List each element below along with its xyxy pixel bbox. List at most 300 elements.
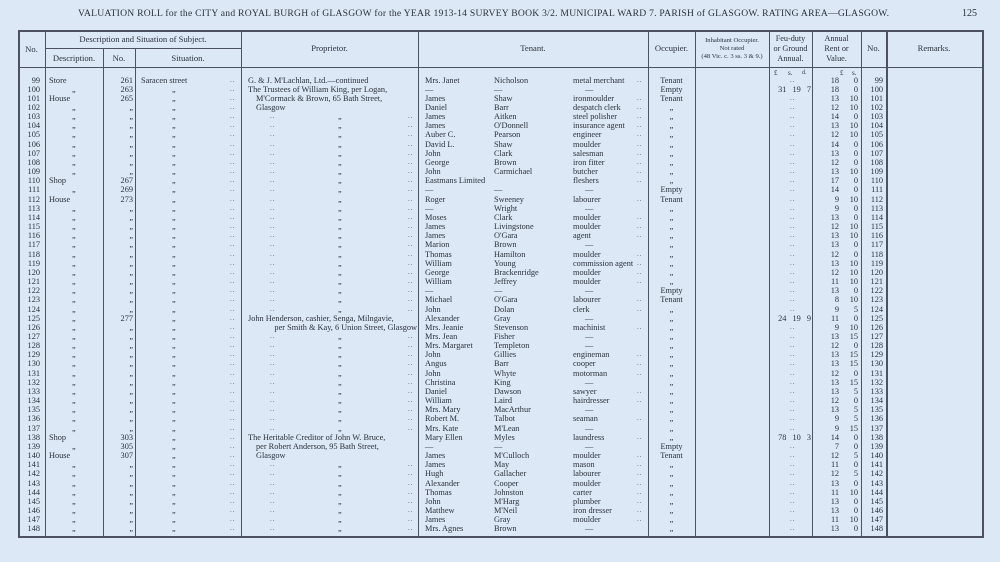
- tenant-occupation: carter: [573, 487, 592, 497]
- tenant-surname: Brown: [494, 157, 517, 167]
- feu-duty: ..: [790, 506, 796, 515]
- table-row: [0, 259, 1000, 268]
- tenant-surname: M'Neil: [494, 506, 518, 516]
- tenant-first-name: George: [425, 267, 450, 277]
- row-number: 118: [27, 249, 40, 259]
- situation-dots: ..: [230, 240, 236, 249]
- tenant-surname: Gray: [494, 313, 511, 323]
- proprietor-dots: ..: [408, 185, 414, 194]
- tenant-first-name: John: [425, 350, 441, 360]
- tenant-first-name: James: [425, 121, 446, 131]
- feu-duty: ..: [790, 451, 796, 460]
- table-row: [0, 94, 1000, 103]
- situation-dots: ..: [230, 222, 236, 231]
- row-number: 129: [27, 350, 40, 360]
- header-line: Annual: [824, 34, 849, 43]
- occupier: „: [669, 102, 674, 112]
- occupier: „: [669, 524, 674, 534]
- feu-duty: ..: [790, 167, 796, 176]
- row-number-right: 144: [870, 487, 883, 497]
- house-number: „: [129, 487, 133, 497]
- description: „: [72, 414, 76, 424]
- situation-dots: ..: [230, 304, 236, 313]
- rent-pounds: 13: [830, 386, 839, 396]
- row-number: 136: [27, 414, 40, 424]
- proprietor-dots: ..: [408, 139, 414, 148]
- proprietor-dots: ..: [408, 368, 414, 377]
- rent-shillings: 0: [853, 524, 858, 534]
- house-number: „: [129, 167, 133, 177]
- tenant-first-name: James: [425, 460, 446, 470]
- description: „: [72, 506, 76, 516]
- occupier: Empty: [660, 286, 683, 296]
- tenant-occupation: insurance agent: [573, 121, 625, 131]
- situation-dots: ..: [230, 515, 236, 524]
- rent-pounds: 11: [831, 277, 839, 287]
- feu-unit-shillings: s.: [788, 69, 793, 77]
- tenant-first-name: Mrs. Agnes: [425, 524, 464, 534]
- description: „: [72, 377, 76, 387]
- row-number-right: 102: [870, 102, 883, 112]
- tenant-occupation: laundress: [573, 432, 605, 442]
- occupation-dots: ..: [637, 295, 643, 304]
- rent-pounds: 17: [830, 176, 839, 186]
- description: „: [72, 121, 76, 131]
- house-number: „: [129, 350, 133, 360]
- house-number: „: [129, 203, 133, 213]
- feu-duty: ..: [790, 460, 796, 469]
- row-number-right: 112: [870, 194, 883, 204]
- header-line: or Ground: [773, 44, 808, 53]
- tenant-occupation: moulder: [573, 451, 601, 461]
- proprietor-dots: ..: [270, 121, 276, 130]
- row-number-right: 111: [871, 185, 883, 195]
- rent-shillings: 0: [853, 240, 858, 250]
- tenant-occupation: —: [585, 286, 594, 296]
- house-number: 273: [120, 194, 133, 204]
- rent-pounds: 9: [834, 203, 839, 213]
- proprietor: The Heritable Creditor of John W. Bruce,: [248, 432, 386, 442]
- occupation-dots: ..: [637, 258, 643, 267]
- situation: „: [172, 185, 176, 195]
- row-number: 113: [27, 203, 40, 213]
- feu-duty: ..: [790, 524, 796, 533]
- header-description: Description.: [52, 53, 96, 63]
- table-row: [0, 185, 1000, 194]
- rent-pounds: 12: [830, 249, 839, 259]
- situation-dots: ..: [230, 432, 236, 441]
- rent-shillings: 0: [853, 139, 858, 149]
- row-number: 128: [27, 341, 40, 351]
- proprietor-dots: ..: [270, 222, 276, 231]
- description: „: [72, 331, 76, 341]
- house-number: „: [129, 102, 133, 112]
- rent-shillings: 10: [849, 277, 858, 287]
- row-number: 144: [27, 487, 40, 497]
- tenant-surname: MacArthur: [494, 405, 531, 415]
- occupation-dots: ..: [637, 432, 643, 441]
- situation: „: [172, 350, 176, 360]
- house-number: „: [129, 341, 133, 351]
- proprietor-dots: ..: [270, 130, 276, 139]
- tenant-occupation: sawyer: [573, 386, 597, 396]
- table-row: [0, 222, 1000, 231]
- table-row: [0, 414, 1000, 423]
- situation: „: [172, 515, 176, 525]
- occupier: Tenant: [660, 93, 683, 103]
- row-number-right: 141: [870, 460, 883, 470]
- rent-shillings: 5: [853, 469, 858, 479]
- situation-dots: ..: [230, 350, 236, 359]
- occupation-dots: ..: [637, 414, 643, 423]
- occupation-dots: ..: [637, 267, 643, 276]
- feu-duty: ..: [790, 176, 796, 185]
- occupation-dots: ..: [637, 451, 643, 460]
- feu-duty: ..: [790, 405, 796, 414]
- situation-dots: ..: [230, 212, 236, 221]
- row-number: 137: [27, 423, 40, 433]
- tenant-occupation: —: [585, 441, 594, 451]
- rent-pounds: 12: [830, 396, 839, 406]
- row-number-right: 126: [870, 322, 883, 332]
- rent-shillings: 10: [849, 231, 858, 241]
- occupation-dots: ..: [637, 176, 643, 185]
- occupation-dots: ..: [637, 350, 643, 359]
- tenant-first-name: Auber C.: [425, 130, 456, 140]
- table-row: [0, 130, 1000, 139]
- feu-duty: ..: [790, 322, 796, 331]
- feu-duty: ..: [790, 258, 796, 267]
- tenant-surname: Shaw: [494, 93, 513, 103]
- situation: „: [172, 423, 176, 433]
- table-row: [0, 332, 1000, 341]
- proprietor: The Trustees of William King, per Logan,: [248, 84, 388, 94]
- rent-pounds: 13: [830, 212, 839, 222]
- table-row: [0, 158, 1000, 167]
- rent-shillings: 15: [849, 423, 858, 433]
- tenant-occupation: labourer: [573, 295, 601, 305]
- tenant-occupation: —: [585, 405, 594, 415]
- description: House: [49, 451, 71, 461]
- occupier: „: [669, 405, 674, 415]
- table-row: [0, 424, 1000, 433]
- row-number: 142: [27, 469, 40, 479]
- tenant-surname: —: [494, 84, 503, 94]
- situation-dots: ..: [230, 322, 236, 331]
- proprietor-dots: ..: [270, 112, 276, 121]
- proprietor-dots: ..: [270, 231, 276, 240]
- rent-pounds: 13: [830, 121, 839, 131]
- table-row: [0, 76, 1000, 85]
- feu-duty: ..: [790, 368, 796, 377]
- proprietor-ditto: „: [338, 524, 342, 534]
- occupation-dots: ..: [637, 130, 643, 139]
- occupier: „: [669, 460, 674, 470]
- tenant-first-name: John: [425, 496, 441, 506]
- tenant-occupation: —: [585, 331, 594, 341]
- tenant-surname: Wright: [494, 203, 518, 213]
- situation: „: [172, 295, 176, 305]
- proprietor-ditto: „: [338, 130, 342, 140]
- proprietor-ditto: „: [338, 304, 342, 314]
- row-number-right: 122: [870, 286, 883, 296]
- tenant-occupation: plumber: [573, 496, 601, 506]
- tenant-occupation: engineer: [573, 130, 602, 140]
- description: „: [72, 350, 76, 360]
- tenant-surname: Barr: [494, 102, 509, 112]
- situation-dots: ..: [230, 423, 236, 432]
- tenant-first-name: Thomas: [425, 487, 452, 497]
- tenant-first-name: John: [425, 148, 441, 158]
- rent-shillings: 10: [849, 222, 858, 232]
- description: „: [72, 84, 76, 94]
- occupation-dots: ..: [637, 496, 643, 505]
- row-number-right: 146: [870, 506, 883, 516]
- table-row: [0, 286, 1000, 295]
- rent-shillings: 0: [853, 441, 858, 451]
- description: House: [49, 93, 71, 103]
- proprietor-ditto: „: [338, 423, 342, 433]
- house-number: „: [129, 515, 133, 525]
- header-description-group: Description and Situation of Subject.: [79, 34, 207, 44]
- situation-dots: ..: [230, 194, 236, 203]
- row-number-right: 142: [870, 469, 883, 479]
- tenant-occupation: steel polisher: [573, 112, 618, 122]
- tenant-first-name: —: [425, 185, 434, 195]
- rent-pounds: 12: [830, 222, 839, 232]
- row-number: 111: [28, 185, 40, 195]
- proprietor: G. & J. M'Lachlan, Ltd.—continued: [248, 75, 369, 85]
- situation: „: [172, 157, 176, 167]
- situation-dots: ..: [230, 506, 236, 515]
- proprietor-dots: ..: [408, 112, 414, 121]
- house-number: 261: [120, 75, 133, 85]
- rent-shillings: 0: [853, 286, 858, 296]
- house-number: „: [129, 524, 133, 534]
- proprietor-dots: ..: [408, 469, 414, 478]
- proprietor-dots: ..: [408, 240, 414, 249]
- proprietor-dots: ..: [408, 249, 414, 258]
- tenant-surname: Carmichael: [494, 167, 533, 177]
- tenant-occupation: iron dresser: [573, 506, 612, 516]
- rent-shillings: 0: [853, 368, 858, 378]
- tenant-surname: Brown: [494, 240, 517, 250]
- rent-pounds: 13: [830, 359, 839, 369]
- tenant-first-name: Robert M.: [425, 414, 460, 424]
- proprietor-dots: ..: [408, 341, 414, 350]
- tenant-surname: Myles: [494, 432, 515, 442]
- feu-duty: ..: [790, 194, 796, 203]
- occupation-dots: ..: [637, 515, 643, 524]
- feu-duty: ..: [790, 121, 796, 130]
- situation: „: [172, 176, 176, 186]
- row-number: 139: [27, 441, 40, 451]
- occupier: „: [669, 304, 674, 314]
- occupation-dots: ..: [637, 487, 643, 496]
- situation: „: [172, 258, 176, 268]
- rent-unit-shillings: s.: [852, 69, 857, 77]
- proprietor-ditto: „: [338, 405, 342, 415]
- row-number-right: 147: [870, 515, 883, 525]
- occupation-dots: ..: [637, 148, 643, 157]
- header-inhabitant-occupier: [695, 37, 769, 61]
- feu-duty: 78 10 3: [778, 432, 811, 442]
- situation: „: [172, 377, 176, 387]
- rent-pounds: 9: [834, 304, 839, 314]
- rent-shillings: 10: [849, 121, 858, 131]
- description: „: [72, 222, 76, 232]
- house-number: „: [129, 130, 133, 140]
- table-row: [0, 195, 1000, 204]
- situation-dots: ..: [230, 84, 236, 93]
- tenant-surname: Templeton: [494, 341, 530, 351]
- proprietor-ditto: „: [338, 515, 342, 525]
- occupier: „: [669, 368, 674, 378]
- row-number-right: 135: [870, 405, 883, 415]
- description: „: [72, 185, 76, 195]
- table-row: [0, 277, 1000, 286]
- proprietor-ditto: „: [338, 277, 342, 287]
- header-annual-rent: [812, 34, 861, 64]
- occupier: „: [669, 249, 674, 259]
- description: „: [72, 249, 76, 259]
- tenant-surname: O'Gara: [494, 295, 518, 305]
- feu-duty: 31 19 7: [778, 84, 811, 94]
- tenant-first-name: William: [425, 277, 452, 287]
- rent-shillings: 0: [853, 212, 858, 222]
- proprietor-ditto: „: [338, 148, 342, 158]
- occupier: „: [669, 515, 674, 525]
- situation-dots: ..: [230, 359, 236, 368]
- tenant-occupation: commission agent: [573, 258, 634, 268]
- proprietor-dots: ..: [270, 350, 276, 359]
- row-number: 115: [27, 222, 40, 232]
- proprietor: per Smith & Kay, 6 Union Street, Glasgow: [274, 322, 417, 332]
- occupier: „: [669, 313, 674, 323]
- table-row: [0, 213, 1000, 222]
- tenant-occupation: —: [585, 341, 594, 351]
- occupier: „: [669, 496, 674, 506]
- house-number: 277: [120, 313, 133, 323]
- proprietor-ditto: „: [338, 359, 342, 369]
- row-number: 120: [27, 267, 40, 277]
- proprietor-dots: ..: [408, 405, 414, 414]
- feu-duty: ..: [790, 377, 796, 386]
- tenant-surname: Gray: [494, 515, 511, 525]
- feu-duty: ..: [790, 414, 796, 423]
- tenant-occupation: hairdresser: [573, 396, 610, 406]
- row-number: 122: [27, 286, 40, 296]
- row-number-right: 101: [870, 93, 883, 103]
- rent-shillings: 10: [849, 322, 858, 332]
- row-number: 106: [27, 139, 40, 149]
- occupation-dots: ..: [637, 460, 643, 469]
- proprietor-ditto: „: [338, 469, 342, 479]
- feu-duty: 24 19 9: [778, 313, 811, 323]
- row-number: 132: [27, 377, 40, 387]
- occupier: „: [669, 203, 674, 213]
- rent-unit-pounds: £: [840, 69, 844, 77]
- proprietor-dots: ..: [270, 386, 276, 395]
- divider: [18, 67, 983, 68]
- occupier: „: [669, 222, 674, 232]
- proprietor-dots: ..: [270, 258, 276, 267]
- feu-duty: ..: [790, 249, 796, 258]
- row-number-right: 108: [870, 157, 883, 167]
- tenant-occupation: —: [585, 84, 594, 94]
- row-number-right: 132: [870, 377, 883, 387]
- house-number: „: [129, 460, 133, 470]
- situation-dots: ..: [230, 203, 236, 212]
- tenant-surname: —: [494, 441, 503, 451]
- tenant-surname: Whyte: [494, 368, 517, 378]
- situation: „: [172, 148, 176, 158]
- situation-dots: ..: [230, 478, 236, 487]
- row-number-right: 124: [870, 304, 883, 314]
- description: Shop: [49, 432, 67, 442]
- rent-shillings: 0: [853, 396, 858, 406]
- feu-duty: ..: [790, 286, 796, 295]
- rent-pounds: 13: [830, 405, 839, 415]
- tenant-surname: O'Donnell: [494, 121, 529, 131]
- table-row: [0, 103, 1000, 112]
- situation-dots: ..: [230, 487, 236, 496]
- tenant-surname: Sweeney: [494, 194, 524, 204]
- row-number-right: 100: [870, 84, 883, 94]
- table-row: [0, 341, 1000, 350]
- row-number-right: 119: [870, 258, 883, 268]
- tenant-occupation: —: [585, 313, 594, 323]
- situation: „: [172, 386, 176, 396]
- house-number: „: [129, 231, 133, 241]
- header-proprietor: Proprietor.: [311, 43, 348, 53]
- proprietor-dots: ..: [270, 359, 276, 368]
- feu-duty: ..: [790, 139, 796, 148]
- row-number-right: 127: [870, 331, 883, 341]
- house-number: „: [129, 496, 133, 506]
- proprietor: John Henderson, cashier, Senga, Milngavie,: [248, 313, 394, 323]
- description: „: [72, 286, 76, 296]
- row-number-right: 120: [870, 267, 883, 277]
- house-number: „: [129, 469, 133, 479]
- rent-shillings: 0: [853, 478, 858, 488]
- situation-dots: ..: [230, 441, 236, 450]
- row-number-right: 105: [870, 130, 883, 140]
- situation-dots: ..: [230, 368, 236, 377]
- proprietor-dots: ..: [408, 460, 414, 469]
- occupier: „: [669, 148, 674, 158]
- description: „: [72, 341, 76, 351]
- occupier: „: [669, 506, 674, 516]
- rent-pounds: 13: [830, 258, 839, 268]
- description: „: [72, 167, 76, 177]
- occupation-dots: ..: [637, 386, 643, 395]
- house-number: „: [129, 277, 133, 287]
- proprietor-ditto: „: [338, 341, 342, 351]
- situation-dots: ..: [230, 121, 236, 130]
- row-number-right: 123: [870, 295, 883, 305]
- situation-dots: ..: [230, 139, 236, 148]
- proprietor-ditto: „: [338, 176, 342, 186]
- row-number-right: 145: [870, 496, 883, 506]
- table-row: [0, 323, 1000, 332]
- row-number: 101: [27, 93, 40, 103]
- rent-pounds: 13: [830, 93, 839, 103]
- house-number: 267: [120, 176, 133, 186]
- table-row: [0, 433, 1000, 442]
- situation: „: [172, 102, 176, 112]
- table-row: [0, 305, 1000, 314]
